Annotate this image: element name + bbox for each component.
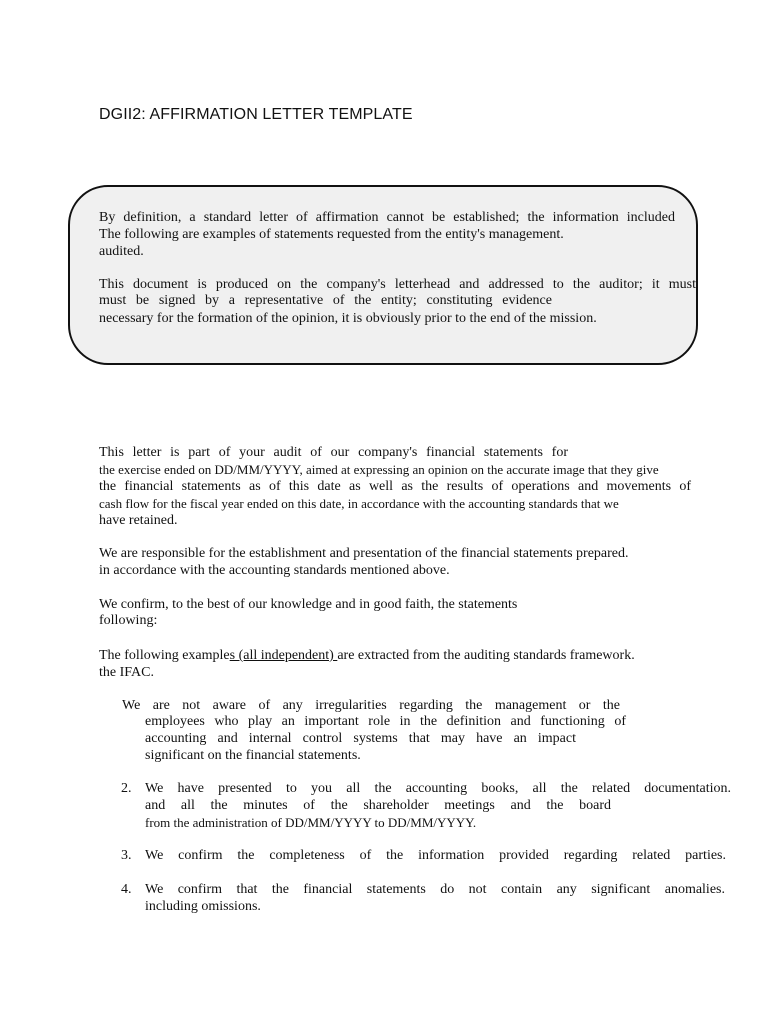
list-item-2-line-1: We have presented to you all the accounting books, all the related documentation. <box>145 781 731 796</box>
note-line-1: By definition, a standard letter of affirmation cannot be established; the information included <box>99 210 675 225</box>
paragraph-3-line-1: We confirm, to the best of our knowledge and in good faith, the statements <box>99 597 518 612</box>
paragraph-1-line-5: have retained. <box>99 513 178 528</box>
paragraph-4-text-start: The following example <box>99 648 230 663</box>
paragraph-4-line-1 <box>99 647 635 664</box>
paragraph-4-line-2: the IFAC. <box>99 665 154 680</box>
list-item-2-line-2: and all the minutes of the shareholder meetings and the board <box>145 798 611 813</box>
paragraph-1-line-4: cash flow for the fiscal year ended on this date, in accordance with the accounting standards that we <box>99 496 619 511</box>
document-title: DGII2: AFFIRMATION LETTER TEMPLATE <box>99 106 413 123</box>
list-item-2-number: 2. <box>121 781 132 796</box>
list-item-1-line-1: We are not aware of any irregularities regarding the management or the <box>122 698 620 713</box>
list-item-1-line-2: employees who play an important role in the definition and functioning of <box>145 714 626 729</box>
paragraph-1-line-1: This letter is part of your audit of our company's financial statements for <box>99 445 568 460</box>
paragraph-2-line-2: in accordance with the accounting standards mentioned above. <box>99 563 450 578</box>
paragraph-1-line-3: the financial statements as of this date as well as the results of operations and movements of <box>99 479 691 494</box>
list-item-4-line-2: including omissions. <box>145 899 261 914</box>
paragraph-4-underlined-text: s (all independent) <box>229 648 338 663</box>
note-line-6: necessary for the formation of the opinion, it is obviously prior to the end of the mission. <box>99 311 597 326</box>
list-item-3-line-1: We confirm the completeness of the information provided regarding related parties. <box>145 848 726 863</box>
paragraph-1-line-2: the exercise ended on DD/MM/YYYY, aimed at expressing an opinion on the accurate image that they give <box>99 462 659 477</box>
note-line-3: audited. <box>99 244 144 259</box>
note-line-4: This document is produced on the company's letterhead and addressed to the auditor; it must <box>99 277 696 292</box>
note-line-5: must be signed by a representative of the entity; constituting evidence <box>99 293 552 308</box>
paragraph-4-text-end: are extracted from the auditing standards framework. <box>337 648 635 663</box>
paragraph-3-line-2: following: <box>99 613 158 628</box>
note-line-2: The following are examples of statements requested from the entity's management. <box>99 227 564 242</box>
list-item-4-line-1: We confirm that the financial statements do not contain any significant anomalies. <box>145 882 725 897</box>
list-item-4-number: 4. <box>121 882 132 897</box>
list-item-1-line-4: significant on the financial statements. <box>145 748 361 763</box>
list-item-1-line-3: accounting and internal control systems that may have an impact <box>145 731 576 746</box>
list-item-2-line-3: from the administration of DD/MM/YYYY to DD/MM/YYYY. <box>145 815 477 830</box>
paragraph-2-line-1: We are responsible for the establishment and presentation of the financial statements prepared. <box>99 546 629 561</box>
list-item-3-number: 3. <box>121 848 132 863</box>
